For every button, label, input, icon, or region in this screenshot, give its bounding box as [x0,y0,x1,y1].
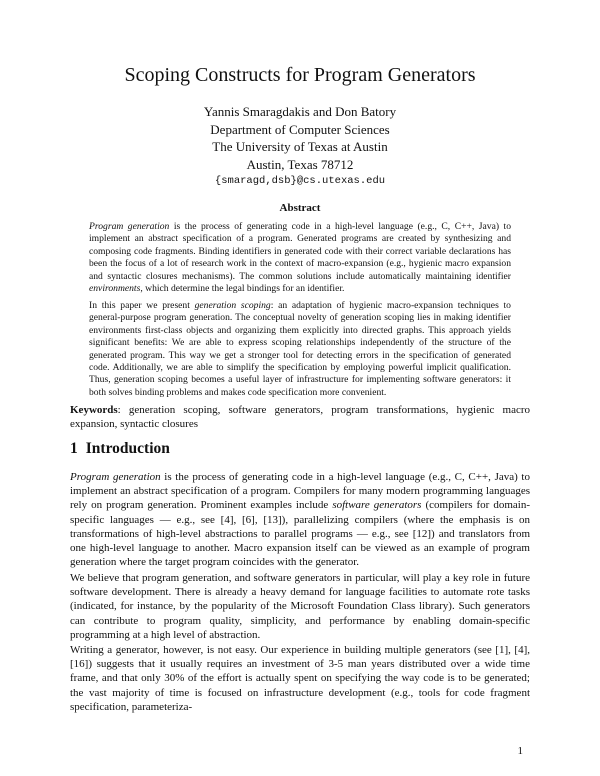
intro-paragraph-1 [70,470,530,569]
author-department: Department of Computer Sciences [210,121,390,137]
intro-p1-text-a: is the process of generating code in a high-level language (e.g., C, C++, Java) to implement an abstract specification of a program. Compilers for many modern programming languages rely on program generation. Prominent examples include [70,471,530,512]
keywords-line [70,403,530,431]
abstract-paragraph-1 [89,221,511,295]
abstract-p2-text-b: : an adaptation of hygienic macro-expansion techniques to general-purpose program generation. The conceptual novelty of generation scoping lies in making identifier environments first-class objects and organizing them explicitly into directed graphs. This approach yields significant benefits: We are able to express scoping relationships independently of the structure of the generated program. This way we get a stronger tool for detecting errors in the specification of generated code. Additionally, we are able to simplify the specification by employing powerful implicit qualification. Thus, generation scoping becomes a useful layer of infrastructure for implementing software generators: it both solves binding problems and makes code specification more convenient. [89,300,511,398]
section-heading [70,440,170,458]
author-block [0,103,600,191]
intro-paragraph-3: Writing a generator, however, is not easy. Our experience in building multiple generators (see [1], [4], [16]) suggests that it usually requires an investment of 3-5 man years distributed over a wide time frame, and that only 30% of the effort is actually spent on specifying the way code is to be generated; the vast majority of time is focused on infrastructure development (e.g., tools for code fragment specification, parameteriza- [70,644,530,713]
abstract-paragraph-2 [89,300,511,399]
abstract-p1-text-b: , which determine the legal bindings for an identifier. [140,283,345,295]
keywords-text: : generation scoping, software generators, program transformations, hygienic macro expansion, syntactic closures [70,404,530,430]
abstract-p1-text-a: is the process of generating code in a high-level language (e.g., C, C++, Java) to implement an abstract specification of a program. Generated programs are created by synthesizing and composing code fragments. Binding identifiers in generated code with their correct variable declarations has been the focus of a lot of research work in the context of macro-expansion (e.g., hygienic macro expansion and syntactic closures mechanisms). The common solutions include automatically maintaining identifier [89,221,512,282]
abstract-heading: Abstract [279,202,321,214]
paper-title: Scoping Constructs for Program Generators [124,64,476,86]
intro-lead-term: Program generation [70,471,161,483]
intro-p1-text-b: (compilers for domain-specific languages — e.g., see [4], [6], [13]), parallelizing compilers (where the emphasis is on transformations of high-level abstractions to parallel programs — e.g., see [12]) and translators from one high-level language to another. Macro expansion itself can be viewed as an example of program generation where the target program coincides with the generator. [70,499,530,569]
intro-p1-emphasis: software generators [332,499,422,512]
section-number: 1 [70,440,78,457]
keywords-label: Keywords [70,404,118,416]
abstract-p1-emphasis: environments [89,283,141,295]
section-title: Introduction [85,440,170,457]
page-number: 1 [517,745,523,757]
intro-paragraph-2: We believe that program generation, and software generators in particular, will play a key role in future software development. There is already a heavy demand for language facilities to automate rote tasks (indicated, for instance, by the popularity of the Microsoft Foundation Class library). Such generators can contribute to program quality, simplicity, and performance by enabling domain-specific programming at a high level of abstraction. [70,572,530,641]
abstract-p2-emphasis: generation scoping [194,300,271,311]
author-names: Yannis Smaragdakis and Don Batory [203,104,397,119]
abstract-p2-text-a: In this paper we present [89,300,195,311]
abstract-lead-term: Program generation [89,221,170,232]
author-university: The University of Texas at Austin [212,139,388,154]
author-email: {smaragd,dsb}@cs.utexas.edu [214,175,386,187]
author-city: Austin, Texas 78712 [246,156,354,172]
